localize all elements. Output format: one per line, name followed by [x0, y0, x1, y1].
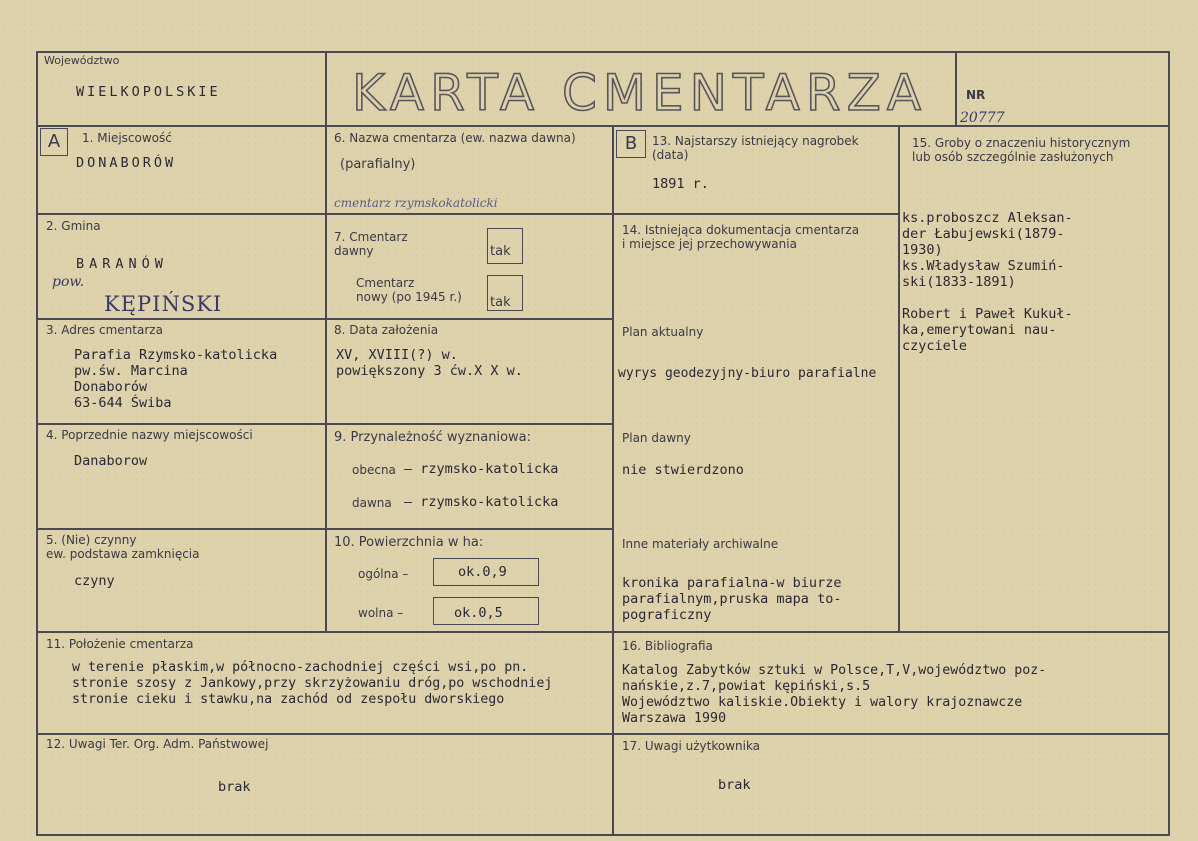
- col-divider-1: [325, 51, 327, 631]
- field-10-wolna-label: wolna –: [358, 606, 404, 620]
- field-1-label: 1. Miejscowość: [82, 131, 172, 145]
- field-10-wolna-box: [433, 597, 539, 625]
- field-7-nowy-label: Cmentarz nowy (po 1945 r.): [356, 276, 462, 304]
- section-b-marker: B: [616, 130, 646, 158]
- field-5-value: czyny: [74, 573, 115, 589]
- field-7-dawny-value: tak: [490, 244, 511, 259]
- field-10-ogolna-value: ok.0,9: [458, 564, 507, 580]
- field-6-handwritten: cmentarz rzymskokatolicki: [334, 196, 498, 210]
- field-9-label: 9. Przynależność wyznaniowa:: [334, 430, 532, 445]
- field-16-value: Katalog Zabytków sztuki w Polsce,T,V,województwo poz- nańskie,z.7,powiat kępiński,s.5 Województwo kaliskie.Obiekty i walory krajoznawcze Warszawa 1990: [622, 663, 1047, 726]
- row-divider-2: [36, 318, 613, 320]
- wojewodztwo-value: WIELKOPOLSKIE: [76, 84, 221, 100]
- nr-divider: [955, 51, 957, 126]
- field-10-ogolna-box: [433, 558, 539, 586]
- field-9-dawna-value: – rzymsko-katolicka: [404, 494, 559, 510]
- border-bottom: [36, 834, 1170, 836]
- col-divider-2: [612, 125, 614, 835]
- row-divider-5: [36, 631, 1170, 633]
- field-17-label: 17. Uwagi użytkownika: [622, 739, 761, 753]
- page-title: KARTA CMENTARZA: [352, 64, 928, 122]
- field-10-label: 10. Powierzchnia w ha:: [334, 535, 484, 550]
- field-8-label: 8. Data założenia: [334, 323, 439, 337]
- field-8-value: XV, XVIII(?) w. powiększony 3 ćw.X X w.: [336, 347, 523, 379]
- border-top: [36, 51, 1170, 53]
- field-9-obecna-value: – rzymsko-katolicka: [404, 461, 559, 477]
- field-14-plan-aktualny-label: Plan aktualny: [622, 325, 704, 339]
- field-1-value: DONABORÓW: [76, 155, 177, 171]
- row-divider-1: [36, 213, 613, 215]
- wojewodztwo-label: Województwo: [44, 54, 120, 67]
- nr-label: NR: [966, 88, 986, 102]
- field-7-nowy-value: tak: [490, 295, 511, 310]
- border-right: [1168, 51, 1170, 835]
- field-2-label: 2. Gmina: [46, 219, 101, 233]
- field-3-value: Parafia Rzymsko-katolicka pw.św. Marcina Donaborów 63-644 Świba: [74, 347, 278, 411]
- section-a-marker: A: [40, 128, 68, 156]
- field-15-label: 15. Groby o znaczeniu historycznym lub osób szczególnie zasłużonych: [912, 136, 1131, 164]
- field-5-label: 5. (Nie) czynny ew. podstawa zamknięcia: [46, 533, 200, 561]
- border-left: [36, 51, 38, 835]
- field-11-value: w terenie płaskim,w północno-zachodniej części wsi,po pn. stronie szosy z Jankowy,przy skrzyżowaniu dróg,po wschodniej stronie cieku i stawku,na zachód od zespołu dworskiego: [72, 660, 553, 707]
- field-3-label: 3. Adres cmentarza: [46, 323, 163, 337]
- field-13-value: 1891 r.: [652, 176, 709, 192]
- field-12-value: brak: [218, 779, 251, 795]
- field-10-wolna-value: ok.0,5: [454, 605, 503, 621]
- field-14-plan-dawny-value: nie stwierdzono: [622, 462, 744, 478]
- field-6-label: 6. Nazwa cmentarza (ew. nazwa dawna): [334, 131, 576, 145]
- field-7-nowy-box: [487, 275, 523, 311]
- field-10-ogolna-label: ogólna –: [358, 567, 409, 581]
- field-15-value: ks.proboszcz Aleksan- der Łabujewski(1879- 1930) ks.Władysław Szumiń- ski(1833-1891) Robert i Paweł Kukuł- ka,emerytowani nau- czyciele: [902, 210, 1073, 354]
- field-17-value: brak: [718, 777, 751, 793]
- field-7-dawny-label: 7. Cmentarz dawny: [334, 230, 408, 258]
- field-11-label: 11. Położenie cmentarza: [46, 637, 194, 651]
- field-2-pow-value: KĘPIŃSKI: [104, 292, 223, 316]
- field-14-inne-label: Inne materiały archiwalne: [622, 537, 779, 551]
- field-4-value: Danaborow: [74, 453, 148, 469]
- field-14-plan-dawny-label: Plan dawny: [622, 431, 691, 445]
- row-divider-6: [36, 733, 1170, 735]
- field-2-pow-prefix: pow.: [52, 274, 85, 290]
- field-16-label: 16. Bibliografia: [622, 639, 713, 653]
- col-divider-3: [898, 125, 900, 632]
- row-divider-b1: [612, 213, 899, 215]
- row-divider-3: [36, 423, 613, 425]
- nr-value: 20777: [960, 110, 1005, 126]
- field-12-label: 12. Uwagi Ter. Org. Adm. Państwowej: [46, 737, 269, 751]
- field-7-dawny-box: [487, 228, 523, 264]
- row-divider-4: [36, 528, 613, 530]
- field-14-label: 14. Istniejąca dokumentacja cmentarza i miejsce jej przechowywania: [622, 223, 860, 251]
- field-13-label: 13. Najstarszy istniejący nagrobek (data): [652, 134, 859, 162]
- field-9-dawna-label: dawna: [352, 496, 392, 510]
- field-4-label: 4. Poprzednie nazwy miejscowości: [46, 428, 253, 442]
- field-6-value: (parafialny): [340, 157, 416, 172]
- field-14-inne-value: kronika parafialna-w biurze parafialnym,pruska mapa to- pograficzny: [622, 575, 842, 623]
- field-2-value: BARANÓW: [76, 256, 168, 272]
- field-9-obecna-label: obecna: [352, 463, 396, 477]
- field-14-plan-aktualny-value: wyrys geodezyjny-biuro parafialne: [618, 366, 877, 381]
